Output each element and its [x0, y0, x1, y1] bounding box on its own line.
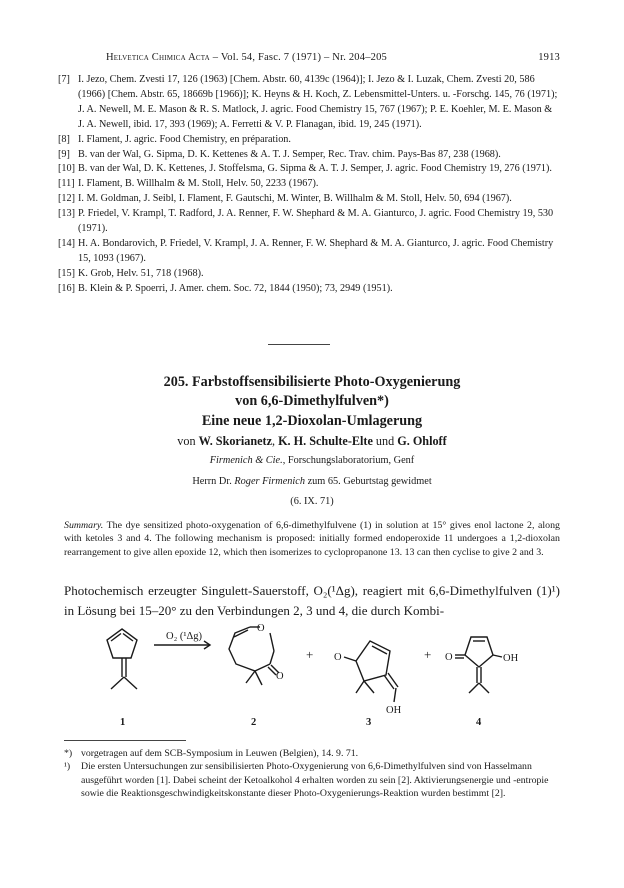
author-name: W. Skorianetz: [198, 434, 272, 448]
reference-item: [58, 73, 560, 133]
section-divider: [268, 344, 330, 345]
compound-4-structure: [455, 637, 502, 693]
reference-text: I. Flament, B. Willhalm & M. Stoll, Helv. 50, 2233 (1967).: [78, 178, 319, 190]
compound-2-structure: [229, 627, 279, 685]
dedication-post: zum 65. Geburtstag gewidmet: [307, 476, 432, 487]
footnote-mark: *): [64, 748, 73, 759]
reference-text: I. M. Goldman, J. Seibl, I. Flament, F. Gautschi, M. Winter, B. Willhalm & M. Stoll, Helv. 50, 694 (1967).: [78, 193, 512, 205]
reference-item: [58, 148, 560, 163]
reference-number: [9]: [58, 148, 70, 160]
dedication-pre: Herrn Dr.: [192, 476, 232, 487]
compound-label-4: 4: [476, 717, 482, 728]
reference-item: [58, 192, 560, 207]
compound-1-structure: [107, 629, 137, 689]
dedication: [0, 476, 624, 487]
author-name: K. H. Schulte-Elte: [278, 434, 373, 448]
article-title-line2: von 6,6-Dimethylfulven*): [235, 393, 389, 409]
reference-item: [58, 162, 560, 177]
article-title: 205. Farbstoffsensibilisierte Photo-Oxygenierung: [163, 374, 461, 390]
ketone-oxygen-label: O: [445, 652, 453, 663]
reference-number: [8]: [58, 133, 70, 145]
reference-text: K. Grob, Helv. 51, 718 (1968).: [78, 267, 204, 279]
reference-text: B. Klein & P. Spoerri, J. Amer. chem. Soc. 72, 1844 (1950); 73, 2949 (1951).: [78, 282, 393, 294]
page-number: 1913: [538, 52, 560, 63]
summary-paragraph: [64, 519, 560, 559]
article-subtitle: Eine neue 1,2-Dioxolan-Umlagerung: [201, 413, 423, 429]
reference-number: [12]: [58, 193, 75, 205]
footnote-text: Die ersten Untersuchungen zur sensibilisierten Photo-Oxygenierung von 6,6-Dimethylfulven sind von Hasselmann ausgeführt worden [1]. Dabei scheint der Ketoalkohol 4 erhalten worden zu sein [2]. Aktivierungsenergie und -entropie sowie die Reaktionsgeschwindigkeitskonstante dieser Photo-Oxygenierungs-Reaktion wurden bestimmt [2].: [81, 761, 549, 800]
reference-number: [16]: [58, 282, 75, 294]
author-name: G. Ohloff: [397, 434, 447, 448]
plus-sign: +: [306, 647, 314, 662]
affiliation-company: Firmenich & Cie.: [209, 455, 283, 466]
reference-text: H. A. Bondarovich, P. Friedel, V. Krampl, J. A. Renner, F. W. Shephard & M. A. Gianturco, J. agric. Food Chemistry 15, 1093 (1967).: [78, 237, 554, 264]
carbonyl-oxygen-label: O: [276, 671, 284, 682]
footnote-list: [64, 747, 560, 801]
footnote-mark: ¹): [64, 761, 71, 773]
reference-item: [58, 177, 560, 192]
compound-label-3: 3: [366, 717, 372, 728]
reference-list: [58, 73, 560, 297]
hydroxyl-label: OH: [503, 653, 519, 664]
issue-info: – Vol. 54, Fasc. 7 (1971) – Nr. 204–205: [212, 52, 387, 63]
affiliation: [0, 455, 624, 466]
authors-prefix: von: [177, 434, 196, 448]
summary-label: Summary.: [64, 520, 104, 531]
summary-text: The dye sensitized photo-oxygenation of 6,6-dimethylfulvene (1) in solution at 15° gives enol lactone 2, along with ketoles 3 and 4. The following mechanism is proposed: initially formed endoperoxide 11 undergoes a 1,2-dioxolan rearrangement to give allen epoxide 12, which then isomerizes to cyclopropanone 13. 13 can then cyclise to give 2 and 3.: [64, 520, 560, 558]
hydroxyl-label: OH: [386, 705, 402, 716]
reaction-arrow: [154, 641, 210, 649]
reference-item: [58, 282, 560, 297]
reference-item: [58, 133, 560, 148]
reference-number: [11]: [58, 178, 75, 190]
reference-text: B. van der Wal, D. K. Kettenes, J. Stoffelsma, G. Sipma & A. T. J. Semper, J. agric. Food Chemistry 19, 276 (1971).: [78, 163, 552, 175]
reagent-label: O₂ (¹Δg): [166, 631, 203, 642]
footnote-text: vorgetragen auf dem SCB-Symposium in Leuwen (Belgien), 14. 9. 71.: [81, 748, 359, 759]
reference-item: [58, 207, 560, 237]
reference-text: P. Friedel, V. Krampl, T. Radford, J. A. Renner, F. W. Shephard & M. A. Gianturco, J. agric. Food Chemistry 19, 530 (1971).: [78, 208, 554, 235]
compound-label-2: 2: [251, 717, 257, 728]
dedication-name: Roger Firmenich: [234, 476, 305, 487]
affiliation-location: , Forschungslaboratorium, Genf: [282, 455, 415, 466]
reaction-scheme: [64, 617, 560, 729]
footnote-rule: [64, 740, 186, 741]
author-line: von W. Skorianetz, K. H. Schulte-Elte und G. Ohloff: [177, 434, 447, 448]
reference-item: [58, 237, 560, 267]
authors-and: und: [375, 434, 395, 448]
reference-item: [58, 267, 560, 282]
reference-number: [10]: [58, 163, 75, 175]
compound-3-structure: [344, 641, 398, 702]
reference-text: I. Flament, J. agric. Food Chemistry, en préparation.: [78, 133, 291, 145]
body-paragraph: Photochemisch erzeugter Singulett-Sauerstoff, O₂(¹Δg), reagiert mit 6,6-Dimethylfulven (1)¹) in Lösung bei 15–20° zu den Verbindungen 2, 3 und 4, die durch Kombi-: [64, 583, 560, 618]
ketone-oxygen-label: O: [334, 652, 342, 663]
ring-oxygen-label: O: [257, 623, 265, 634]
footnote: [64, 747, 560, 760]
reference-text: B. van der Wal, G. Sipma, D. K. Kettenes & A. T. J. Semper, Rec. Trav. chim. Pays-Bas 87, 238 (1968).: [78, 148, 501, 160]
footnote: [64, 760, 560, 800]
reference-number: [7]: [58, 74, 70, 85]
reference-number: [15]: [58, 267, 75, 279]
reference-text: I. Jezo, Chem. Zvesti 17, 126 (1963) [Chem. Abstr. 60, 4139c (1964)]; I. Jezo & I. Luzak, Chem. Zvesti 20, 586 (1966) [Chem. Abstr. 65, 18669b [1966)]; K. Heyns & H. Koch, Z. Lebensmittel-Unters. u. -Forschg. 145, 76 (1971); J. A. Newell, M. E. Mason & R. S. Matlock, J. agric. Food Chemistry 15, 767 (1967); P. E. Koehler, M. E. Mason & J. A. Newell, ibid. 17, 393 (1969); A. Ferretti & V. P. Flanagan, ibid. 19, 245 (1971).: [78, 74, 558, 130]
received-date: (6. IX. 71): [290, 496, 334, 507]
journal-name: Helvetica Chimica Acta: [106, 52, 210, 63]
reference-number: [13]: [58, 208, 75, 220]
compound-label-1: 1: [120, 717, 126, 728]
plus-sign: +: [424, 647, 432, 662]
reference-number: [14]: [58, 237, 75, 249]
